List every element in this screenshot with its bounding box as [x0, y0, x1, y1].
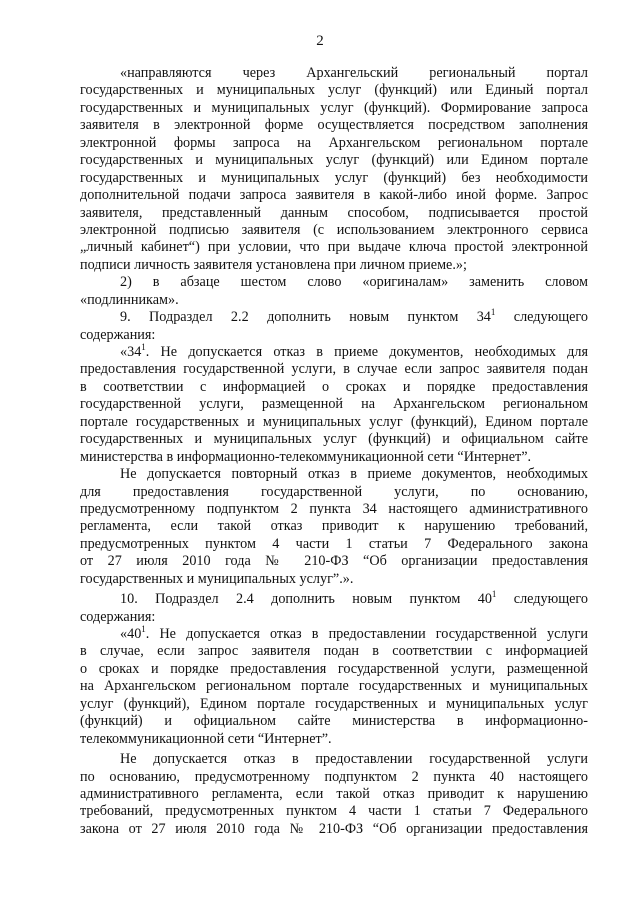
text-line: государственных и муниципальных услуг (функций). Формирование запроса — [80, 99, 588, 116]
text-fragment: следующего — [496, 591, 588, 608]
text-line: государственных и муниципальных услуг (функций) и официальном сайте — [80, 431, 588, 448]
page-number: 2 — [316, 33, 324, 49]
text-line: о сроках и порядке предоставления государственной услуги, размещенной — [80, 660, 588, 677]
text-line: государственных и муниципальных услуг (функций) или Единый портал — [80, 82, 588, 99]
text-line: телекоммуникационной сети “Интернет”. — [80, 730, 332, 747]
text-line: «направляются через Архангельский региональный портал — [120, 65, 588, 81]
text-line: заявителя в электронной форме осуществляется посредством заполнения — [80, 117, 588, 134]
paragraph-portal-request — [80, 65, 588, 274]
text-fragment: «40 — [120, 626, 142, 642]
text-line: министерства в информационно-телекоммуникационной сети “Интернет”. — [80, 448, 532, 465]
text-line: государственных и муниципальных услуг (функций) без необходимости — [80, 169, 588, 186]
text-line: по основанию, предусмотренному подпунктом 2 пункта 40 настоящего — [80, 768, 588, 785]
text-line: в случае, если запрос заявителя подан в соответствии с информацией — [80, 643, 588, 660]
text-line: в соответствии с информацией о сроках и порядке предоставления — [80, 378, 588, 395]
text-line — [80, 626, 588, 643]
text-line: портале государственных и муниципальных услуг (функций), Едином портале — [80, 413, 588, 430]
text-line: «подлинникам». — [80, 291, 179, 308]
text-fragment: следующего — [495, 309, 588, 326]
text-line: Не допускается повторный отказ в приеме документов, необходимых — [120, 466, 588, 483]
text-line — [80, 309, 588, 326]
text-line: электронной подписью заявителя (с использованием электронного сервиса — [80, 221, 588, 238]
text-line: содержания: — [80, 326, 156, 343]
text-line: государственной услуги, размещенной на Архангельском региональном — [80, 396, 588, 413]
text-line: (функций) и официальном сайте министерства в информационно- — [80, 713, 588, 730]
superscript: 1 — [491, 589, 497, 600]
text-line: предусмотренному подпунктом 2 пункта 34 настоящего административного — [80, 500, 588, 517]
paragraph-replace-word — [80, 274, 588, 309]
text-fragment: 9. Подраздел 2.2 дополнить новым пунктом 34 — [120, 309, 491, 326]
text-fragment: . Не допускается отказ в приеме документов, необходимых для — [145, 344, 588, 360]
text-line: для предоставления государственной услуги, по основанию, — [80, 483, 588, 500]
text-line: от 27 июля 2010 года № 210-ФЗ “Об организации предоставления — [80, 553, 588, 570]
text-line: Не допускается отказ в предоставлении государственной услуги — [120, 751, 588, 768]
paragraph-point-40-1 — [80, 626, 588, 748]
paragraph-item-10 — [80, 591, 588, 626]
paragraph-item-9 — [80, 309, 588, 344]
text-fragment: «34 — [120, 344, 142, 360]
text-line: регламента, если такой отказ приводит к нарушению требований, — [80, 518, 588, 535]
text-line: закона от 27 июля 2010 года № 210-ФЗ “Об организации предоставления — [80, 820, 588, 837]
superscript: 1 — [141, 624, 146, 634]
text-line: „личный кабинет“) при условии, что при выдаче ключа простой электронной — [80, 239, 588, 256]
paragraph-point-34-1 — [80, 344, 588, 466]
text-line: содержания: — [80, 608, 156, 625]
text-line: заявителя, представленный данным способом, подписывается простой — [80, 204, 588, 221]
text-line: дополнительной подачи запроса заявителя в какой-либо иной форме. Запрос — [80, 187, 588, 204]
text-fragment: 10. Подраздел 2.4 дополнить новым пунктом 40 — [120, 591, 492, 608]
text-fragment: . Не допускается отказ в предоставлении государственной услуги — [145, 626, 588, 642]
text-line: подписи личность заявителя установлена при личном приеме.»; — [80, 256, 467, 273]
paragraph-refusal-basis — [80, 751, 588, 838]
text-line — [80, 591, 588, 608]
paragraph-repeat-refusal — [80, 466, 588, 588]
text-line: предусмотренных пунктом 4 части 1 статьи 7 Федерального закона — [80, 535, 588, 552]
text-line: требований, предусмотренных пунктом 4 части 1 статьи 7 Федерального — [80, 803, 588, 820]
text-line: на Архангельском региональном портале государственных и муниципальных — [80, 678, 588, 695]
text-line: государственных и муниципальных услуг”.». — [80, 570, 354, 587]
text-line: предоставления государственной услуги, в случае если запрос заявителя подан — [80, 361, 588, 378]
superscript: 1 — [141, 342, 146, 352]
text-line: государственных и муниципальных услуг (функций) или Едином портале — [80, 152, 588, 169]
text-line: 2) в абзаце шестом слово «оригиналам» заменить словом — [120, 274, 588, 291]
text-line: услуг (функций), Едином портале государственных и муниципальных услуг — [80, 695, 588, 712]
document-body — [80, 65, 588, 838]
text-line: электронной формы запроса на Архангельском региональном портале — [80, 134, 588, 151]
text-line: административного регламента, если такой отказ приводит к нарушению — [80, 785, 588, 802]
superscript: 1 — [490, 307, 496, 318]
text-line — [80, 344, 588, 361]
